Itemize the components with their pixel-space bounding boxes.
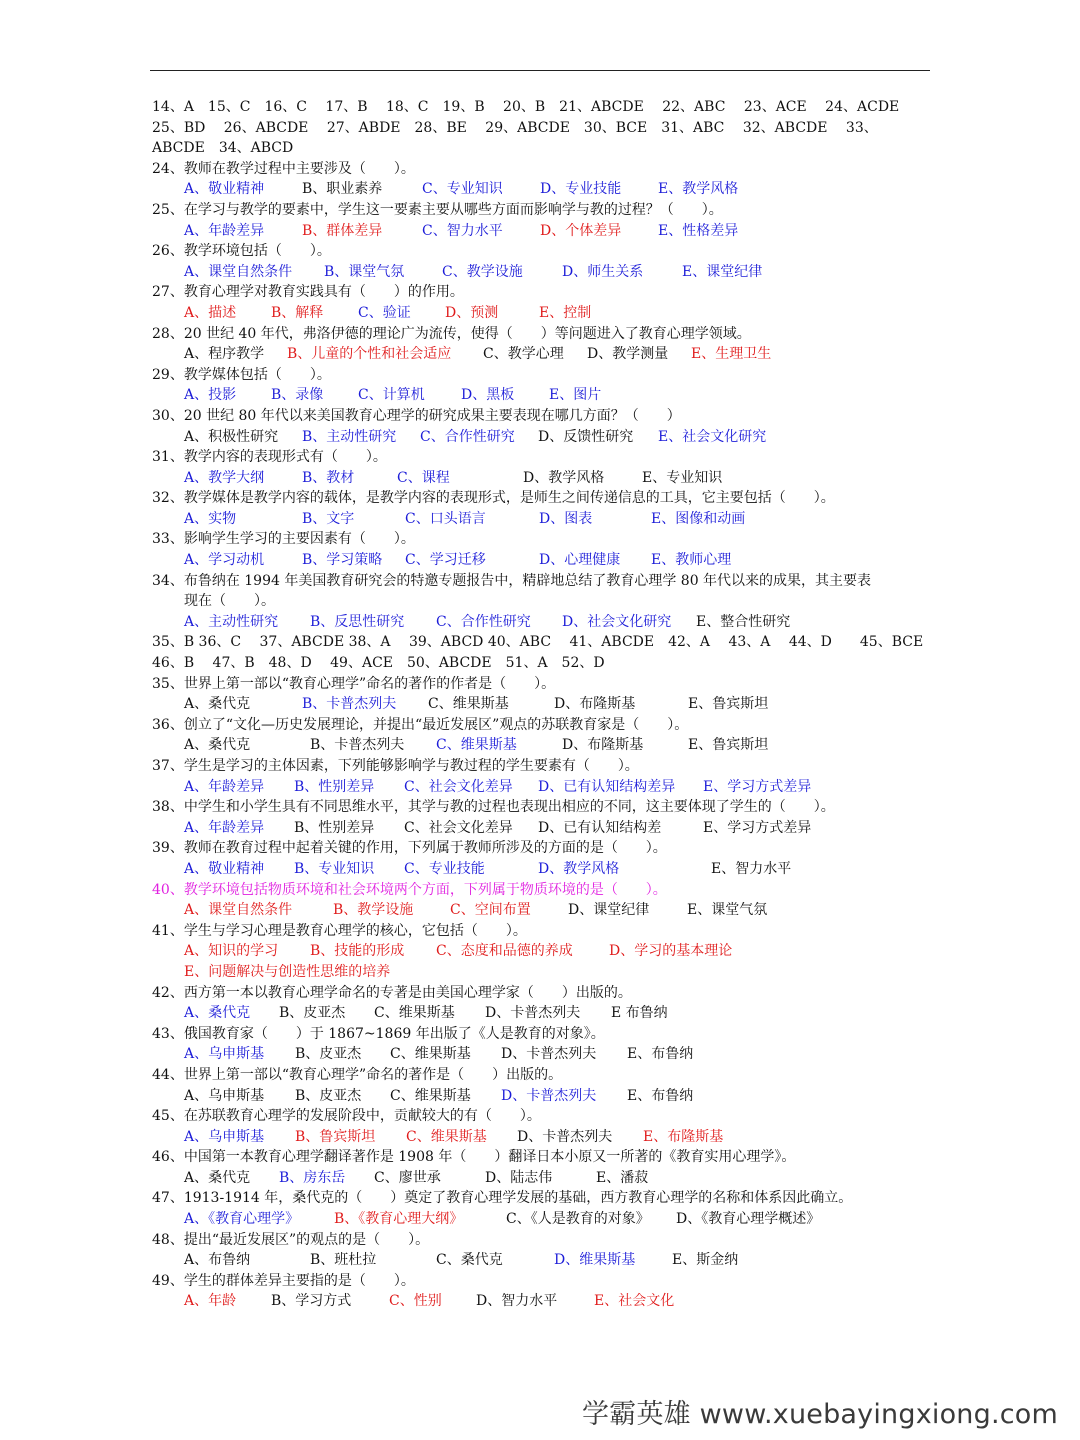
option: E、问题解决与创造性思维的培养 <box>184 963 391 980</box>
option: E、性格差异 <box>658 222 739 239</box>
option: E、课堂纪律 <box>682 263 763 280</box>
option: B、主动性研究 <box>302 428 397 445</box>
option: D、个体差异 <box>540 222 622 239</box>
answer-key-line: 35、B 36、C 37、ABCDE 38、A 39、ABCD 40、ABC 41、ABCDE 42、A 43、A 44、D 45、BCE <box>152 634 924 651</box>
option: A、年龄差异 <box>184 222 265 239</box>
option: A、教学大纲 <box>184 469 265 486</box>
question: 35、世界上第一部以“教育心理学”命名的著作的作者是（ ）。 <box>152 675 556 692</box>
option: A、桑代克 <box>184 1005 251 1022</box>
option: D、课堂纪律 <box>568 902 650 919</box>
option: C、社会文化差异 <box>404 778 513 795</box>
option: D、社会文化研究 <box>562 613 672 630</box>
option: C、社会文化差异 <box>404 819 513 836</box>
option: C、维果斯基 <box>390 1087 471 1104</box>
option: C、口头语言 <box>405 510 486 527</box>
option: A、乌申斯基 <box>184 1046 265 1063</box>
option: D、卡普杰列夫 <box>485 1005 581 1022</box>
option: B、性别差异 <box>294 778 375 795</box>
option: E、学习方式差异 <box>703 778 812 795</box>
option: A、年龄差异 <box>184 819 265 836</box>
question-continuation: 现在（ ）。 <box>184 593 275 610</box>
option: E、布鲁纳 <box>627 1087 694 1104</box>
question: 39、教师在教育过程中起着关键的作用，下列属于教师所涉及的方面的是（ ）。 <box>152 840 667 857</box>
option: B、教材 <box>302 469 355 486</box>
option: B、技能的形成 <box>310 943 405 960</box>
option: B、卡普杰列夫 <box>302 696 397 713</box>
question: 37、学生是学习的主体因素，下列能够影响学与教过程的学生要素有（ ）。 <box>152 758 639 774</box>
answer-options <box>152 1044 934 1065</box>
option: A、学习动机 <box>184 552 265 569</box>
option: A、桑代克 <box>184 737 251 754</box>
option: B、职业素养 <box>302 181 383 198</box>
option: B、教学设施 <box>333 902 414 919</box>
option: B、班杜拉 <box>310 1252 377 1269</box>
option: B、课堂气氛 <box>324 263 405 280</box>
option: C、合作性研究 <box>420 428 515 445</box>
option: D、黑板 <box>461 387 515 404</box>
answer-options <box>152 385 934 406</box>
answer-options <box>152 900 934 921</box>
option: B、文字 <box>302 510 355 527</box>
answer-options <box>152 1250 934 1271</box>
option: D、学习的基本理论 <box>609 943 733 960</box>
option: B、儿童的个性和社会适应 <box>287 346 452 363</box>
question: 27、教育心理学对教育实践具有（ ）的作用。 <box>152 284 464 301</box>
answer-options <box>152 221 934 242</box>
option: E、整合性研究 <box>696 613 791 630</box>
answer-options <box>152 344 934 365</box>
option: D、图表 <box>539 510 593 527</box>
answer-options <box>152 550 934 571</box>
option: A、桑代克 <box>184 1169 251 1186</box>
option: D、预测 <box>445 304 499 321</box>
option: C、维果斯基 <box>390 1046 471 1063</box>
option: C、桑代克 <box>436 1252 503 1269</box>
answer-options <box>152 1003 934 1024</box>
option: C、维果斯基 <box>374 1005 455 1022</box>
footer-watermark: 学霸英雄 www.xuebayingxiong.com <box>582 1399 1058 1430</box>
option: E、图片 <box>549 387 602 404</box>
answer-key-line: 46、B 47、B 48、D 49、ACE 50、ABCDE 51、A 52、D <box>152 655 605 672</box>
option: A、《教育心理学》 <box>184 1211 300 1228</box>
option: D、布隆斯基 <box>562 737 644 754</box>
option: B、皮亚杰 <box>279 1005 346 1022</box>
question: 45、在苏联教育心理学的发展阶段中，贡献较大的有（ ）。 <box>152 1108 541 1125</box>
option: A、课堂自然条件 <box>184 902 293 919</box>
option: D、已有认知结构差异 <box>538 778 676 795</box>
answer-key-line: 14、A 15、C 16、C 17、B 18、C 19、B 20、B 21、ABCDE 22、ABC 23、ACE 24、ACDE <box>152 99 900 115</box>
option: C、合作性研究 <box>436 613 531 630</box>
option: B、鲁宾斯坦 <box>295 1128 376 1145</box>
option: C、空间布置 <box>450 902 531 919</box>
option: D、卡普杰列夫 <box>517 1128 613 1145</box>
answer-key-line: ABCDE 34、ABCD <box>152 140 294 157</box>
option: E、布隆斯基 <box>643 1128 724 1145</box>
question: 31、教学内容的表现形式有（ ）。 <box>152 449 387 466</box>
option: D、教学风格 <box>538 860 620 877</box>
question: 43、俄国教育家（ ）于 1867~1869 年出版了《人是教育的对象》。 <box>152 1025 605 1042</box>
option: E、课堂气氛 <box>687 902 768 919</box>
option: B、房东岳 <box>279 1169 346 1186</box>
option: B、学习方式 <box>271 1293 352 1310</box>
question: 30、20 世纪 80 年代以来美国教育心理学的研究成果主要表现在哪几方面？（ ） <box>152 407 681 424</box>
option: A、布鲁纳 <box>184 1252 251 1269</box>
option: A、知识的学习 <box>184 943 279 960</box>
question: 49、学生的群体差异主要指的是（ ）。 <box>152 1272 415 1289</box>
question: 24、教师在教学过程中主要涉及（ ）。 <box>152 160 415 177</box>
option: B、反思性研究 <box>310 613 405 630</box>
question: 36、创立了“文化—历史发展理论，并提出“最近发展区”观点的苏联教育家是（ ）。 <box>152 716 689 733</box>
option: D、教学风格 <box>523 469 605 486</box>
question: 38、中学生和小学生具有不同思维水平，其学与教的过程也表现出相应的不同，这主要体现了学生的（ ）。 <box>152 799 835 816</box>
answer-options <box>152 303 934 324</box>
answer-options <box>152 777 934 798</box>
answer-options <box>152 694 934 715</box>
question: 29、教学媒体包括（ ）。 <box>152 366 331 383</box>
answer-options <box>152 509 934 530</box>
option: B、卡普杰列夫 <box>310 737 405 754</box>
option: B、皮亚杰 <box>295 1046 362 1063</box>
option: E、控制 <box>539 304 592 321</box>
option: D、布隆斯基 <box>554 696 636 713</box>
option: D、已有认知结构差 <box>538 819 662 836</box>
option: A、描述 <box>184 304 237 321</box>
option: B、皮亚杰 <box>295 1087 362 1104</box>
option: E、生理卫生 <box>691 346 772 363</box>
option: C、维果斯基 <box>436 737 517 754</box>
option: C、维果斯基 <box>406 1128 487 1145</box>
option: D、反馈性研究 <box>538 428 634 445</box>
option: E、鲁宾斯坦 <box>688 696 769 713</box>
option: C、态度和品德的养成 <box>436 943 573 960</box>
question: 34、布鲁纳在 1994 年美国教育研究会的特邀专题报告中，精辟地总结了教育心理学 80 年代以来的成果，其主要表 <box>152 572 872 589</box>
option: A、敬业精神 <box>184 181 265 198</box>
option: D、心理健康 <box>539 552 621 569</box>
option: C、教学设施 <box>442 263 523 280</box>
option: B、录像 <box>271 387 324 404</box>
question: 33、影响学生学习的主要因素有（ ）。 <box>152 531 415 548</box>
option: D、卡普杰列夫 <box>501 1046 597 1063</box>
option: A、积极性研究 <box>184 428 279 445</box>
option: C、学习迁移 <box>405 552 486 569</box>
question: 48、提出“最近发展区”的观点的是（ ）。 <box>152 1231 430 1248</box>
option: B、专业知识 <box>294 860 375 877</box>
question-highlighted: 40、教学环境包括物质环境和社会环境两个方面，下列属于物质环境的是（ ）。 <box>152 881 667 898</box>
answer-options <box>152 179 934 200</box>
question: 26、教学环境包括（ ）。 <box>152 243 331 260</box>
option: E、社会文化 <box>594 1293 675 1310</box>
question: 28、20 世纪 40 年代，弗洛伊德的理论广为流传，使得（ ）等问题进入了教育心理学领域。 <box>152 325 751 342</box>
option: C、维果斯基 <box>428 696 509 713</box>
option: E、布鲁纳 <box>627 1046 694 1063</box>
option: C、验证 <box>358 304 411 321</box>
option: E、智力水平 <box>711 860 792 877</box>
question: 42、西方第一本以教育心理学命名的专著是由美国心理学家（ ）出版的。 <box>152 984 632 1001</box>
question: 25、在学习与教学的要素中，学生这一要素主要从哪些方面而影响学与教的过程？（ ）。 <box>152 201 723 218</box>
option: C、廖世承 <box>374 1169 441 1186</box>
option: A、实物 <box>184 510 237 527</box>
option: E、鲁宾斯坦 <box>688 737 769 754</box>
option: D、卡普杰列夫 <box>501 1087 597 1104</box>
option: A、年龄 <box>184 1293 237 1310</box>
answer-options <box>152 818 934 839</box>
option: E、教学风格 <box>658 181 739 198</box>
option: E、图像和动画 <box>651 510 746 527</box>
answer-options <box>152 941 934 962</box>
option: D、教学测量 <box>587 346 669 363</box>
option: C、教学心理 <box>483 346 564 363</box>
answer-options <box>152 1127 934 1148</box>
option: A、投影 <box>184 387 237 404</box>
option: C、专业知识 <box>422 181 503 198</box>
option: B、性别差异 <box>294 819 375 836</box>
option: A、乌申斯基 <box>184 1128 265 1145</box>
answer-options <box>152 427 934 448</box>
option: C、专业技能 <box>404 860 485 877</box>
option: E、专业知识 <box>642 469 723 486</box>
answer-options <box>152 1086 934 1107</box>
option: B、解释 <box>271 304 324 321</box>
question: 46、中国第一本教育心理学翻译著作是 1908 年（ ）翻译日本小原又一所著的《教育实用心理学》。 <box>152 1149 796 1166</box>
question: 44、世界上第一部以“教育心理学”命名的著作是（ ）出版的。 <box>152 1066 563 1083</box>
option: E 布鲁纳 <box>611 1005 668 1022</box>
option: E、斯金纳 <box>672 1252 739 1269</box>
option: C、性别 <box>389 1293 442 1310</box>
option: D、智力水平 <box>476 1293 558 1310</box>
answer-key-line: 25、BD 26、ABCDE 27、ABDE 28、BE 29、ABCDE 30、BCE 31、ABC 32、ABCDE 33、 <box>152 119 878 136</box>
option: E、社会文化研究 <box>658 428 767 445</box>
option: A、主动性研究 <box>184 613 279 630</box>
answer-options <box>152 962 934 983</box>
option: C、《人是教育的对象》 <box>506 1211 650 1228</box>
option: A、年龄差异 <box>184 778 265 795</box>
document-body <box>152 97 934 1312</box>
answer-options <box>152 612 934 633</box>
option: B、《教育心理大纲》 <box>334 1211 464 1228</box>
option: A、课堂自然条件 <box>184 263 293 280</box>
option: D、维果斯基 <box>554 1252 636 1269</box>
option: C、智力水平 <box>422 222 503 239</box>
answer-options <box>152 735 934 756</box>
question: 47、1913-1914 年，桑代克的（ ）奠定了教育心理学发展的基础，西方教育心理学的名称和体系因此确立。 <box>152 1190 853 1207</box>
question: 41、学生与学习心理是教育心理学的核心，它包括（ ）。 <box>152 922 527 939</box>
option: A、敬业精神 <box>184 860 265 877</box>
answer-options <box>152 1168 934 1189</box>
answer-options <box>152 262 934 283</box>
option: A、乌申斯基 <box>184 1087 265 1104</box>
answer-options <box>152 859 934 880</box>
option: D、《教育心理学概述》 <box>676 1211 821 1228</box>
answer-options <box>152 468 934 489</box>
option: D、师生关系 <box>562 263 644 280</box>
option: D、陆志伟 <box>485 1169 553 1186</box>
question: 32、教学媒体是教学内容的载体，是教学内容的表现形式，是师生之间传递信息的工具，它主要包括（ ）。 <box>152 490 835 507</box>
option: C、计算机 <box>358 387 425 404</box>
option: B、学习策略 <box>302 552 383 569</box>
option: A、桑代克 <box>184 696 251 713</box>
option: D、专业技能 <box>540 181 622 198</box>
option: A、程序教学 <box>184 346 265 363</box>
answer-options <box>152 1209 934 1230</box>
option: E、教师心理 <box>651 552 732 569</box>
option: E、学习方式差异 <box>703 819 812 836</box>
option: B、群体差异 <box>302 222 383 239</box>
option: E、潘菽 <box>596 1169 649 1186</box>
option: C、课程 <box>397 469 450 486</box>
answer-options <box>152 1291 934 1312</box>
header-rule <box>150 70 930 71</box>
